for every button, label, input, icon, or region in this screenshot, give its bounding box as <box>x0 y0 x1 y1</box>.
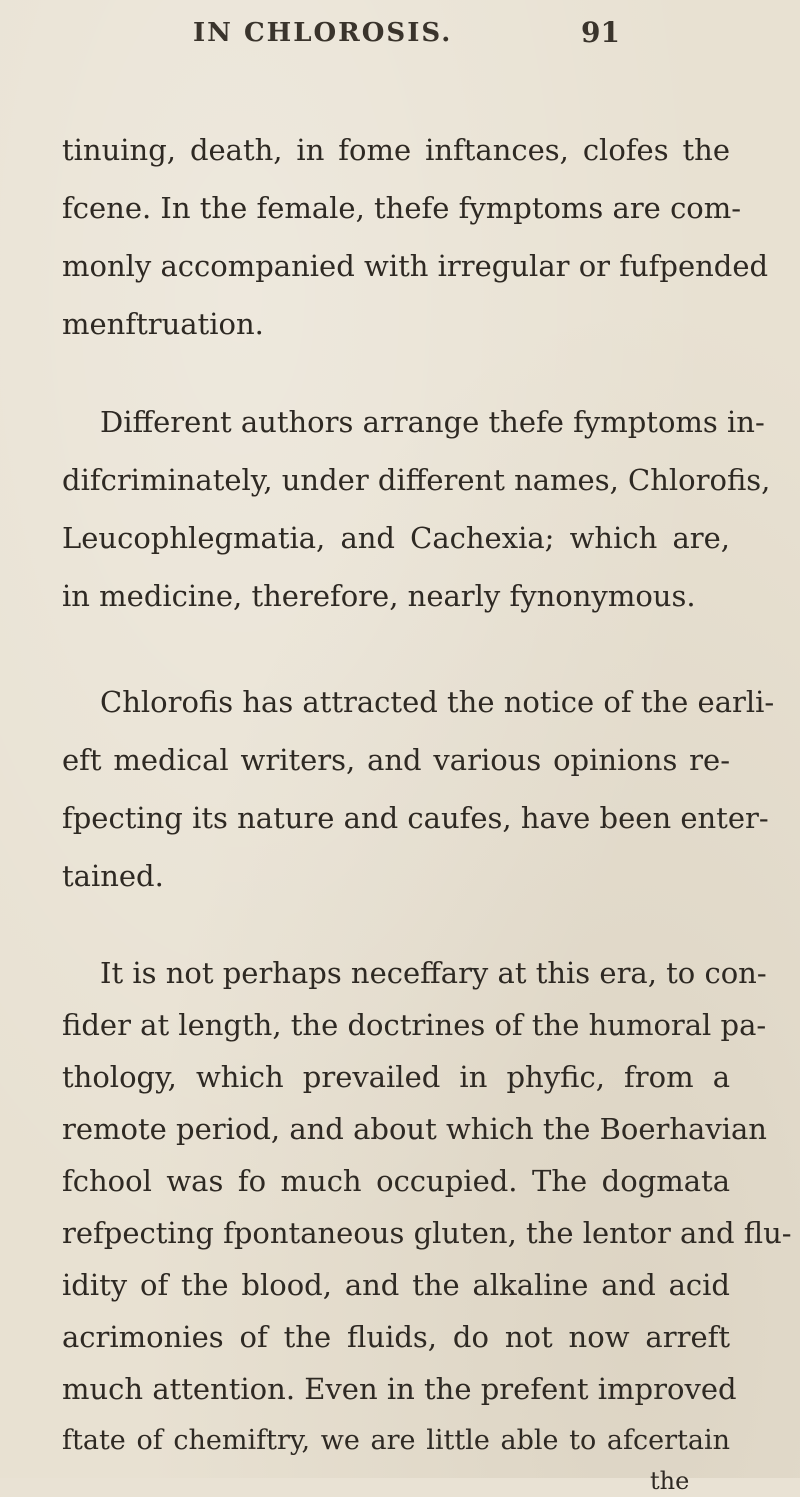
text-line: acrimonies of the fluids, do not now arreft <box>62 1320 730 1354</box>
text-line: monly accompanied with irregular or fufpended <box>62 249 769 283</box>
page-number: 91 <box>581 16 620 49</box>
text-line: fider at length, the doctrines of the humoral pa- <box>62 1008 767 1042</box>
text-line: much attention. Even in the prefent improved <box>62 1372 737 1406</box>
text-line: Leucophlegmatia, and Cachexia; which are, <box>62 521 730 555</box>
text-line: remote period, and about which the Boerhavian <box>62 1112 767 1146</box>
text-line: fchool was fo much occupied. The dogmata <box>62 1164 730 1198</box>
text-line: It is not perhaps neceffary at this era, to con- <box>100 956 767 990</box>
text-line: tained. <box>62 859 164 893</box>
text-line: Different authors arrange thefe fymptoms in- <box>100 405 765 439</box>
text-line: refpecting fpontaneous gluten, the lentor and flu- <box>62 1216 792 1250</box>
text-line: ftate of chemiftry, we are little able to afcertain <box>62 1425 730 1456</box>
text-line: in medicine, therefore, nearly fynonymous. <box>62 579 696 613</box>
text-line: idity of the blood, and the alkaline and acid <box>62 1268 730 1302</box>
text-line: fcene. In the female, thefe fymptoms are com- <box>62 191 742 225</box>
running-title: IN CHLOROSIS. <box>193 18 453 48</box>
text-line: difcriminately, under different names, Chlorofis, <box>62 463 771 497</box>
text-line: eft medical writers, and various opinions re- <box>62 743 730 777</box>
text-line: fpecting its nature and caufes, have been enter- <box>62 801 769 835</box>
text-line: menftruation. <box>62 307 264 341</box>
text-line: thology, which prevailed in phyfic, from a <box>62 1060 730 1094</box>
text-line: Chlorofis has attracted the notice of the earli- <box>100 685 775 719</box>
text-line: tinuing, death, in fome inftances, clofes the <box>62 133 730 167</box>
catchword: the <box>650 1467 690 1495</box>
